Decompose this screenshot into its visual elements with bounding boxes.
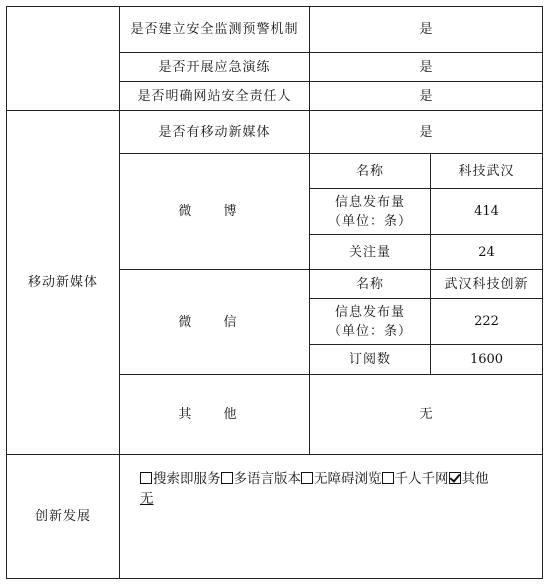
wechat-subs-value: 1600 — [431, 345, 543, 375]
option-label: 多语言版本 — [233, 471, 301, 487]
checkbox-unchecked-icon[interactable] — [382, 472, 394, 484]
weibo-label: 微 博 — [120, 154, 310, 270]
table-row — [7, 455, 543, 579]
security-owner-value: 是 — [310, 82, 543, 111]
other-media-value: 无 — [310, 375, 543, 455]
security-monitoring-label: 是否建立安全监测预警机制 — [120, 7, 310, 53]
innovation-options-cell — [120, 455, 543, 579]
weibo-posts-label-line1: 信息发布量 — [334, 194, 405, 210]
mobile-section-label: 移动新媒体 — [7, 111, 120, 455]
wechat-posts-label-line1: 信息发布量 — [334, 304, 405, 320]
report-table — [6, 6, 543, 579]
security-owner-label: 是否明确网站安全责任人 — [120, 82, 310, 111]
innovation-other-value: 无 — [140, 491, 154, 507]
option-label: 搜索即服务 — [153, 471, 221, 487]
option-other[interactable] — [449, 471, 489, 487]
weibo-followers-label: 关注量 — [310, 235, 431, 270]
wechat-subs-label: 订阅数 — [310, 345, 431, 375]
wechat-posts-label-line2: （单位：条） — [327, 323, 412, 339]
other-media-label: 其 他 — [120, 375, 310, 455]
weibo-name-label: 名称 — [310, 154, 431, 189]
weibo-posts-label — [310, 189, 431, 235]
wechat-name-value: 武汉科技创新 — [431, 270, 543, 299]
table-row — [7, 111, 543, 154]
option-multilingual[interactable] — [221, 471, 302, 487]
weibo-posts-value: 414 — [431, 189, 543, 235]
checkbox-unchecked-icon[interactable] — [221, 472, 233, 484]
emergency-drill-label: 是否开展应急演练 — [120, 53, 310, 82]
emergency-drill-value: 是 — [310, 53, 543, 82]
innovation-other-line — [140, 489, 532, 509]
has-mobile-value: 是 — [310, 111, 543, 154]
option-personalized[interactable] — [382, 471, 449, 487]
weibo-followers-value: 24 — [431, 235, 543, 270]
option-search-as-service[interactable] — [140, 471, 221, 487]
innovation-section-label: 创新发展 — [7, 455, 120, 579]
wechat-name-label: 名称 — [310, 270, 431, 299]
option-label: 其他 — [461, 471, 489, 487]
wechat-posts-label — [310, 299, 431, 345]
checkbox-unchecked-icon[interactable] — [301, 472, 313, 484]
option-accessibility[interactable] — [301, 471, 382, 487]
wechat-posts-value: 222 — [431, 299, 543, 345]
innovation-options — [140, 469, 532, 489]
has-mobile-label: 是否有移动新媒体 — [120, 111, 310, 154]
wechat-label: 微 信 — [120, 270, 310, 375]
weibo-posts-label-line2: （单位：条） — [327, 213, 412, 229]
option-label: 千人千网 — [394, 471, 449, 487]
table-row — [7, 7, 543, 53]
checkbox-checked-icon[interactable] — [449, 472, 461, 484]
security-monitoring-value: 是 — [310, 7, 543, 53]
security-section-cell — [7, 7, 120, 111]
weibo-name-value: 科技武汉 — [431, 154, 543, 189]
option-label: 无障碍浏览 — [314, 471, 382, 487]
checkbox-unchecked-icon[interactable] — [140, 472, 152, 484]
